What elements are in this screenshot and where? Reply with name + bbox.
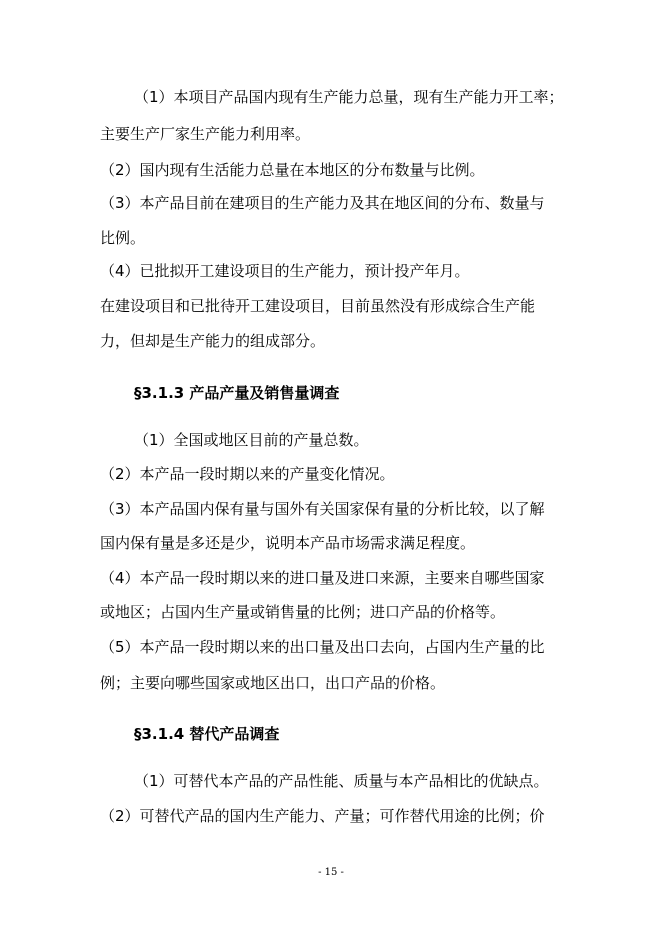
paragraph-line: （4）本产品一段时期以来的进口量及进口来源，主要来自哪些国家 [100, 569, 545, 587]
paragraph-line: 或地区；占国内生产量或销售量的比例；进口产品的价格等。 [100, 603, 506, 621]
paragraph-line: （2）国内现有生活能力总量在本地区的分布数量与比例。 [100, 161, 485, 179]
paragraph-line: 国内保有量是多还是少，说明本产品市场需求满足程度。 [100, 534, 476, 552]
paragraph-line: （1）可替代本产品的产品性能、质量与本产品相比的优缺点。 [134, 772, 549, 790]
paragraph-line: （2）本产品一段时期以来的产量变化情况。 [100, 465, 395, 483]
section-heading: §3.1.3 产品产量及销售量调查 [134, 384, 340, 402]
paragraph-line: （2）可替代产品的国内生产能力、产量；可作替代用途的比例；价 [100, 807, 545, 825]
paragraph-line: 主要生产厂家生产能力利用率。 [100, 125, 311, 143]
paragraph-line: （3）本产品国内保有量与国外有关国家保有量的分析比较，以了解 [100, 500, 545, 518]
paragraph-line: 比例。 [100, 229, 146, 247]
paragraph-line: 在建设项目和已批待开工建设项目，目前虽然没有形成综合生产能 [100, 297, 536, 315]
section-heading: §3.1.4 替代产品调查 [134, 725, 280, 743]
paragraph-line: （5）本产品一段时期以来的出口量及出口去向，占国内生产量的比 [100, 638, 545, 656]
paragraph-line: （1）全国或地区目前的产量总数。 [134, 431, 369, 449]
paragraph-line: （1）本项目产品国内现有生产能力总量，现有生产能力开工率； [134, 88, 564, 106]
page-number: - 15 - [318, 867, 344, 878]
paragraph-line: （4）已批拟开工建设项目的生产能力，预计投产年月。 [100, 262, 470, 280]
paragraph-line: 例；主要向哪些国家或地区出口，出口产品的价格。 [100, 674, 446, 692]
paragraph-line: （3）本产品目前在建项目的生产能力及其在地区间的分布、数量与 [100, 194, 545, 212]
paragraph-line: 力，但却是生产能力的组成部分。 [100, 332, 326, 350]
